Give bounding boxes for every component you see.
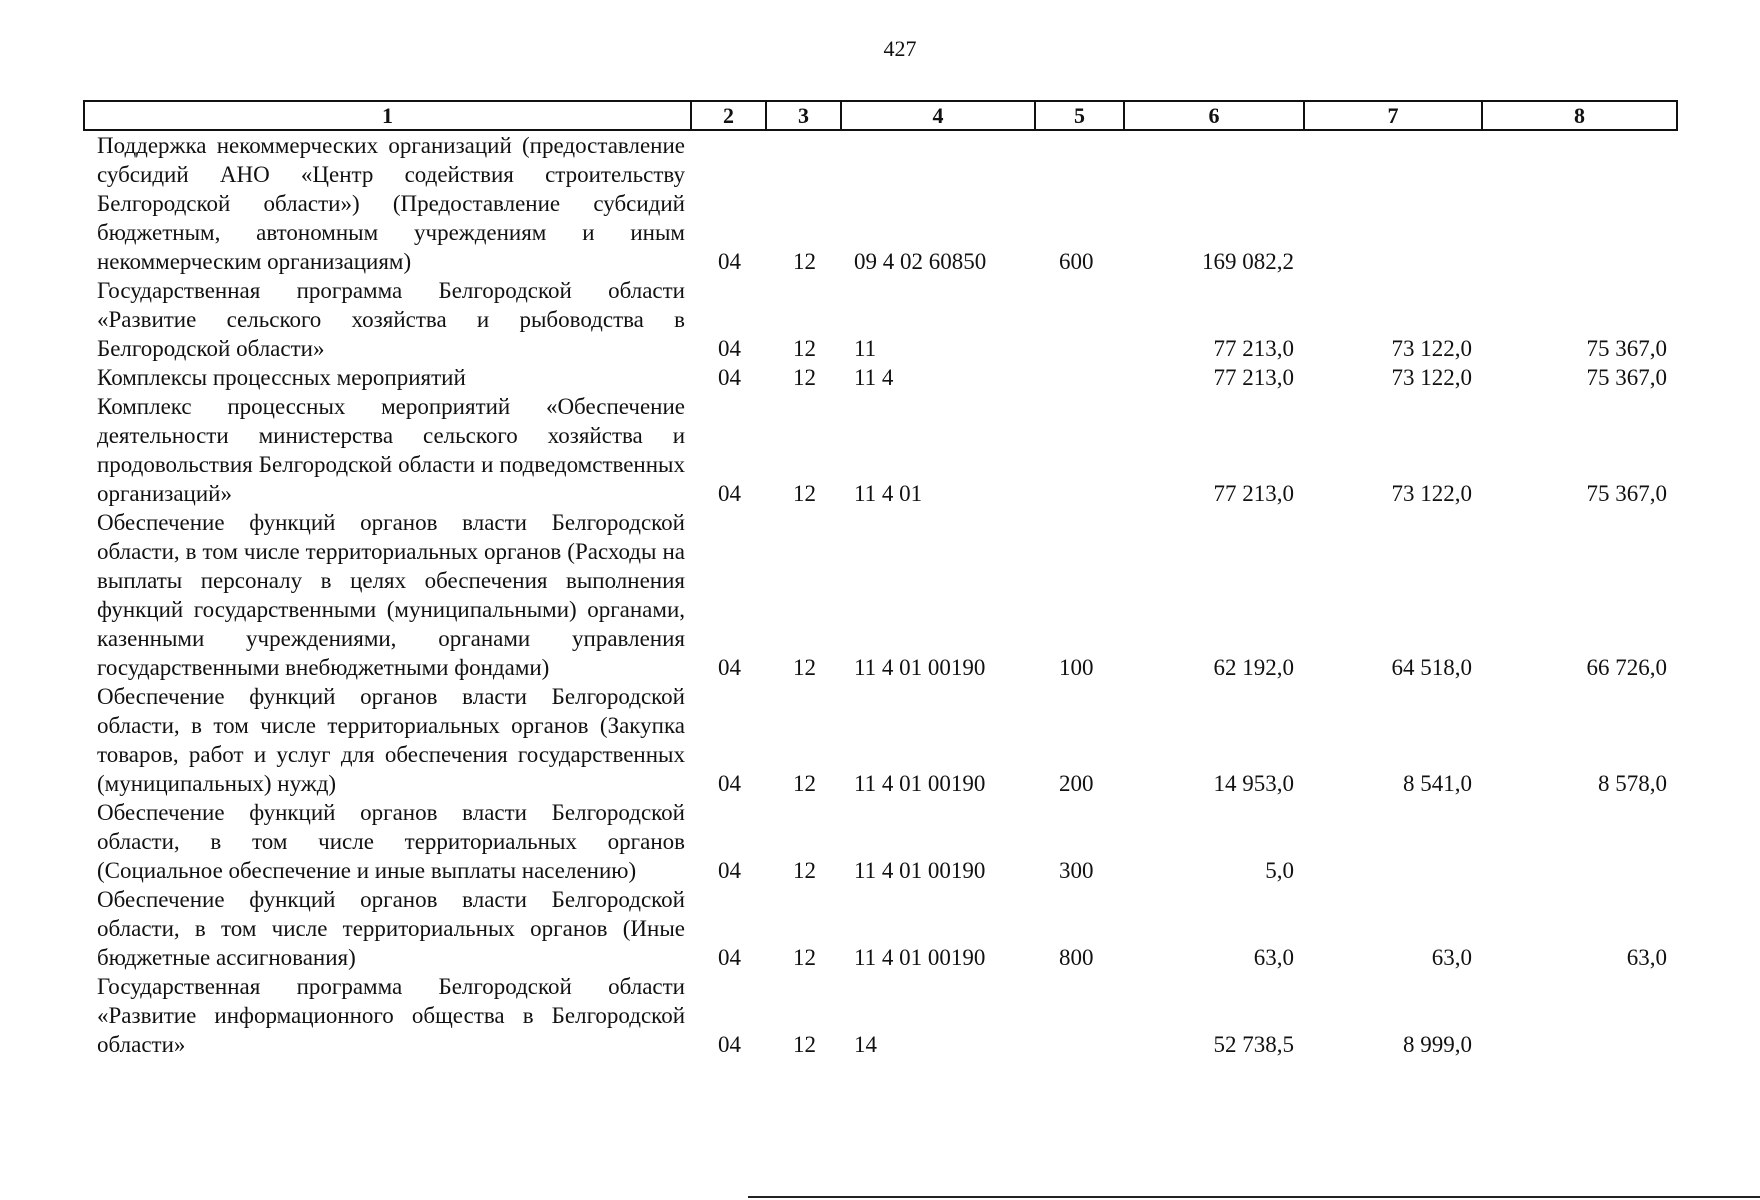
- row-amount-col6: 77 213,0: [1213, 481, 1294, 506]
- row-amount-col6: 62 192,0: [1213, 655, 1294, 680]
- header-col-7: 7: [1304, 101, 1482, 130]
- table-body: [84, 130, 1677, 1059]
- row-subsection: 12: [793, 249, 816, 274]
- row-amount-col8: [1482, 130, 1677, 276]
- row-amount-col6: 63,0: [1253, 945, 1294, 970]
- table-row: [84, 130, 1677, 276]
- row-name: Обеспечение функций органов власти Белгородской области, в том числе территориальных органов (Социальное обеспечение и иные выплаты населению): [97, 800, 685, 883]
- row-section: 04: [718, 945, 741, 970]
- header-col-5: 5: [1035, 101, 1124, 130]
- row-subsection: 12: [793, 365, 816, 390]
- row-amount-col8: [1482, 798, 1677, 885]
- header-col-2: 2: [691, 101, 766, 130]
- row-name: Обеспечение функций органов власти Белгородской области, в том числе территориальных органов (Расходы на выплаты персоналу в целях обеспечения выполнения функций государственными (муниципальными) органами, казенными учреждениями, органами управления государственными внебюджетными фондами): [97, 510, 685, 680]
- row-amount-col7: [1304, 130, 1482, 276]
- table-row: [84, 885, 1677, 972]
- row-amount-col7: 73 122,0: [1391, 481, 1472, 506]
- row-name: Комплекс процессных мероприятий «Обеспечение деятельности министерства сельского хозяйства и продовольствия Белгородской области и подведомственных организаций»: [97, 394, 685, 506]
- header-col-3: 3: [766, 101, 841, 130]
- header-row: [84, 101, 1677, 130]
- row-section: 04: [718, 365, 741, 390]
- table-row: [84, 972, 1677, 1059]
- row-target-code: 11: [854, 336, 877, 361]
- row-expense-type: 300: [1059, 858, 1094, 883]
- row-amount-col8: 8 578,0: [1598, 771, 1667, 796]
- row-amount-col6: 77 213,0: [1213, 365, 1294, 390]
- row-subsection: 12: [793, 1032, 816, 1057]
- row-expense-type: [1035, 363, 1124, 392]
- row-amount-col7: 73 122,0: [1391, 365, 1472, 390]
- row-section: 04: [718, 858, 741, 883]
- row-subsection: 12: [793, 336, 816, 361]
- row-amount-col7: 64 518,0: [1391, 655, 1472, 680]
- row-name: Комплексы процессных мероприятий: [97, 365, 466, 390]
- header-col-4: 4: [841, 101, 1035, 130]
- row-expense-type: 800: [1059, 945, 1094, 970]
- row-section: 04: [718, 336, 741, 361]
- row-subsection: 12: [793, 858, 816, 883]
- row-target-code: 11 4 01 00190: [854, 858, 986, 883]
- row-amount-col8: 75 367,0: [1586, 481, 1667, 506]
- header-col-1: 1: [84, 101, 691, 130]
- table-row: [84, 392, 1677, 508]
- row-target-code: 11 4 01: [854, 481, 923, 506]
- row-amount-col6: 169 082,2: [1202, 249, 1294, 274]
- row-section: 04: [718, 1032, 741, 1057]
- header-col-8: 8: [1482, 101, 1677, 130]
- row-amount-col7: 8 541,0: [1403, 771, 1472, 796]
- row-section: 04: [718, 771, 741, 796]
- table-row: [84, 363, 1677, 392]
- table-row: [84, 798, 1677, 885]
- budget-table: [83, 100, 1678, 1059]
- row-name: Государственная программа Белгородской области «Развитие сельского хозяйства и рыбоводства в Белгородской области»: [97, 278, 685, 361]
- row-amount-col7: 8 999,0: [1403, 1032, 1472, 1057]
- row-amount-col7: 73 122,0: [1391, 336, 1472, 361]
- row-target-code: 14: [854, 1032, 877, 1057]
- row-amount-col6: 14 953,0: [1213, 771, 1294, 796]
- row-subsection: 12: [793, 945, 816, 970]
- row-amount-col7: [1304, 798, 1482, 885]
- row-subsection: 12: [793, 655, 816, 680]
- row-amount-col6: 5,0: [1265, 858, 1294, 883]
- row-subsection: 12: [793, 481, 816, 506]
- row-amount-col8: 63,0: [1626, 945, 1667, 970]
- row-target-code: 09 4 02 60850: [854, 249, 987, 274]
- row-section: 04: [718, 249, 741, 274]
- row-expense-type: 600: [1059, 249, 1094, 274]
- row-amount-col6: 77 213,0: [1213, 336, 1294, 361]
- row-amount-col6: 52 738,5: [1213, 1032, 1294, 1057]
- row-target-code: 11 4 01 00190: [854, 945, 986, 970]
- table-row: [84, 508, 1677, 682]
- row-expense-type: 100: [1059, 655, 1094, 680]
- header-col-6: 6: [1124, 101, 1304, 130]
- row-name: Поддержка некоммерческих организаций (предоставление субсидий АНО «Центр содействия строительству Белгородской области») (Предоставление субсидий бюджетным, автономным учреждениям и иным некоммерческим организациям): [97, 133, 685, 274]
- row-name: Обеспечение функций органов власти Белгородской области, в том числе территориальных органов (Закупка товаров, работ и услуг для обеспечения государственных (муниципальных) нужд): [97, 684, 685, 796]
- row-amount-col8: 66 726,0: [1586, 655, 1667, 680]
- row-name: Государственная программа Белгородской области «Развитие информационного общества в Белгородской области»: [97, 974, 685, 1057]
- table-header: [84, 101, 1677, 130]
- bottom-rule-divider: [748, 1196, 1760, 1198]
- table-row: [84, 276, 1677, 363]
- row-subsection: 12: [793, 771, 816, 796]
- row-target-code: 11 4: [854, 365, 894, 390]
- page-number: 427: [883, 36, 917, 61]
- row-amount-col8: 75 367,0: [1586, 336, 1667, 361]
- row-section: 04: [718, 655, 741, 680]
- row-name: Обеспечение функций органов власти Белгородской области, в том числе территориальных органов (Иные бюджетные ассигнования): [97, 887, 685, 970]
- table-row: [84, 682, 1677, 798]
- row-expense-type: 200: [1059, 771, 1094, 796]
- row-amount-col8: 75 367,0: [1586, 365, 1667, 390]
- row-expense-type: [1035, 392, 1124, 508]
- row-amount-col8: [1482, 972, 1677, 1059]
- row-section: 04: [718, 481, 741, 506]
- row-target-code: 11 4 01 00190: [854, 655, 986, 680]
- row-expense-type: [1035, 972, 1124, 1059]
- row-amount-col7: 63,0: [1431, 945, 1472, 970]
- row-target-code: 11 4 01 00190: [854, 771, 986, 796]
- row-expense-type: [1035, 276, 1124, 363]
